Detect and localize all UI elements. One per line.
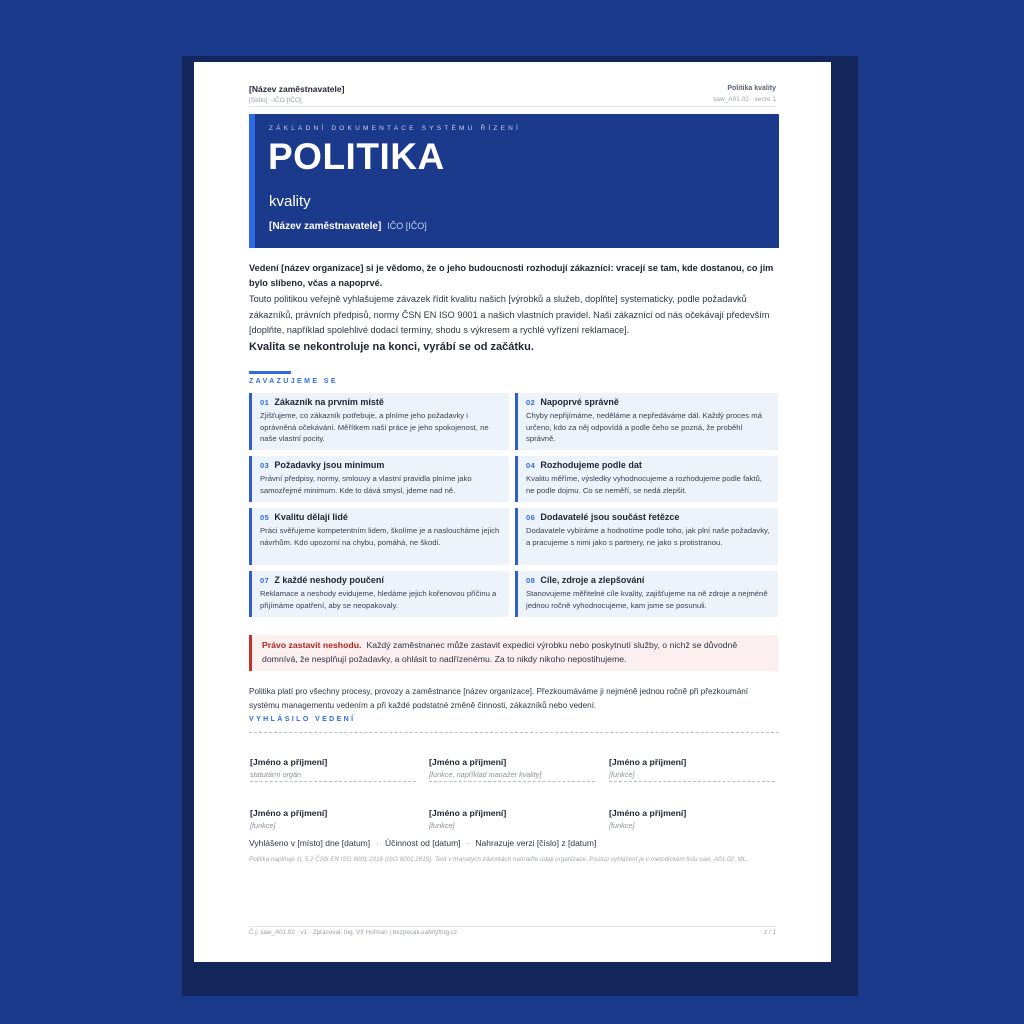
declaration-separator: · [466, 838, 470, 848]
signature-block-6 [609, 808, 775, 830]
commitment-title: Z každé neshody poučení [274, 575, 384, 585]
signature-block-1 [250, 757, 416, 782]
commitment-number: 07 [260, 576, 270, 585]
commitment-text: Kvalitu měříme, výsledky vyhodnocujeme a rozhodujeme podle faktů, ne podle dojmu. Co se neměří, se nedá zlepšit. [526, 474, 762, 495]
document-page [194, 62, 831, 962]
commitment-number: 06 [526, 513, 536, 522]
commitment-card-05 [249, 508, 509, 565]
commitment-title: Cíle, zdroje a zlepšování [540, 575, 645, 585]
commitment-number: 01 [260, 398, 270, 407]
intro-section [249, 261, 779, 353]
commitment-text: Právní předpisy, normy, smlouvy a vlastní pravidla plníme jako samozřejmé minimum. Kde to dává smysl, jdeme nad ně. [260, 474, 472, 495]
intro-lead: Vedení [název organizace] si je vědomo, že o jeho budoucnosti rozhodují zákazníci: vracejí se tam, kde dostanou, co jim bylo slíbeno, včas a napoprvé. [249, 263, 774, 288]
signer-name: [Jméno a příjmení] [250, 757, 328, 767]
commitment-card-03 [249, 456, 509, 502]
footer-reference: Č.j. saw_A01.02 · v1 · Zpracoval: Ing. Vít Hofman | bezpecak.safetyfrog.cz [249, 929, 458, 936]
signature-block-4 [250, 808, 416, 830]
signer-role: [funkce, například manažer kvality] [429, 770, 542, 779]
commitment-number: 02 [526, 398, 536, 407]
commitment-title: Kvalitu dělají lidé [274, 512, 348, 522]
header-org-name: [Název zaměstnavatele] [249, 84, 345, 94]
signer-name: [Jméno a příjmení] [609, 808, 687, 818]
commitment-text: Reklamace a neshody evidujeme, hledáme jejich kořenovou příčinu a přijímáme opatření, aby se neopakovaly. [260, 589, 497, 610]
signer-name: [Jméno a příjmení] [429, 757, 507, 767]
declaration-effective: Účinnost od [datum] [384, 838, 461, 848]
commitment-text: Stanovujeme měřitelné cíle kvality, zajišťujeme na ně zdroje a nejméně jednou ročně vyhodnocujeme, kam jsme se posunuli. [526, 589, 768, 610]
header-doc [713, 85, 776, 103]
scope-paragraph: Politika platí pro všechny procesy, provozy a zaměstnance [název organizace]. Přezkoumáváme ji nejméně jednou ročně při přezkoumání systému managementu vedením a při každé podstatné změně činnosti, zákazníků nebo vedení. [249, 687, 749, 710]
commitment-title: Zákazník na prvním místě [274, 397, 384, 407]
banner-title: POLITIKA [268, 136, 445, 177]
commitment-card-02 [515, 393, 778, 450]
commitment-card-01 [249, 393, 509, 450]
commitment-head [526, 575, 770, 585]
banner-ico: IČO [IČO] [387, 221, 427, 231]
commitment-head [260, 575, 501, 585]
signature-line [609, 781, 775, 782]
commitment-title: Požadavky jsou minimum [274, 460, 385, 470]
page-number: 1 / 1 [763, 929, 776, 936]
header-org-address: [Sídlo] · IČO [IČO] [249, 97, 302, 104]
commitment-head [260, 512, 501, 522]
declaration-line [249, 838, 596, 848]
signer-role: [funkce] [609, 770, 635, 779]
commitment-head [526, 397, 770, 407]
commitment-number: 08 [526, 576, 536, 585]
commitment-text: Dodavatele vybíráme a hodnotíme podle toho, jak plní naše požadavky, a pracujeme s nimi jako s partnery, ne jako s protistranou. [526, 526, 770, 547]
commitment-number: 05 [260, 513, 270, 522]
signer-role: statutární orgán [250, 770, 302, 779]
commitment-text: Práci svěřujeme kompetentním lidem, školíme je a nasloucháme jejich návrhům. Kdo upozorní na chybu, pomáhá, ne škodí. [260, 526, 500, 547]
commitment-head [260, 460, 501, 470]
commitment-number: 04 [526, 461, 536, 470]
intro-claim: Kvalita se nekontroluje na konci, vyrábí se od začátku. [249, 340, 534, 353]
header-divider [249, 106, 776, 107]
header-doc-title: Politika kvality [727, 85, 776, 92]
declaration-proclaimed: Vyhlášeno v [místo] dne [datum] [249, 838, 371, 848]
signature-block-5 [429, 808, 595, 830]
footer-divider [249, 926, 776, 927]
commitment-card-06 [515, 508, 778, 565]
signer-role: [funkce] [609, 821, 635, 830]
signature-line [429, 781, 595, 782]
warning-text: Každý zaměstnanec může zastavit expedici výrobku nebo poskytnutí služby, o nichž se důvodně domnívá, že nesplňují požadavky, a ohlásit to nadřízenému. Za to nikdy nikoho nepostihujeme. [262, 640, 738, 664]
banner-org-name: [Název zaměstnavatele] [269, 221, 382, 232]
signer-role: [funkce] [250, 821, 276, 830]
intro-body: Touto politikou veřejně vyhlašujeme závazek řídit kvalitu našich [výrobků a služeb, doplňte] systematicky, podle požadavků zákazníků, právních předpisů, normy ČSN EN ISO 9001 a našich vlastních pravidel. Naši zákazníci od nás očekávají především [doplňte, například spolehlivé dodací termíny, shodu s výkresem a rychlé vyřízení reklamace]. [249, 294, 770, 335]
commitment-text: Chyby nepřijímáme, neděláme a nepředáváme dál. Každý proces má určeno, kdo za něj odpovídá a podle čeho se pozná, že proběhl správně. [526, 411, 762, 444]
approval-heading: VYHLÁSILO VEDENÍ [249, 716, 356, 723]
banner-kicker: ZÁKLADNÍ DOKUMENTACE SYSTÉMU ŘÍZENÍ [269, 125, 522, 132]
declaration-separator: · [376, 838, 379, 848]
commitment-title: Rozhodujeme podle dat [540, 460, 642, 470]
header-doc-code: saw_A01.02 · verze 1 [713, 96, 776, 103]
declaration-replaces: Nahrazuje verzi [číslo] z [datum] [475, 838, 597, 848]
approval-divider [249, 732, 779, 733]
signer-name: [Jméno a příjmení] [429, 808, 507, 818]
stop-nonconformity-box [249, 635, 778, 671]
warning-title: Právo zastavit neshodu. [262, 640, 362, 650]
commitment-number: 03 [260, 461, 270, 470]
signer-name: [Jméno a příjmení] [609, 757, 687, 767]
signature-block-2 [429, 757, 595, 782]
signer-role: [funkce] [429, 821, 455, 830]
section-accent-bar [249, 371, 291, 374]
commitment-card-04 [515, 456, 778, 502]
commitment-card-07 [249, 571, 509, 617]
commitment-title: Napoprvé správně [540, 397, 619, 407]
banner-accent [249, 114, 255, 248]
commitment-head [526, 460, 770, 470]
commitment-head [526, 512, 770, 522]
commitment-head [260, 397, 501, 407]
header-org [249, 84, 344, 104]
commitment-card-08 [515, 571, 778, 617]
standard-note: Politika naplňuje čl. 5.2 ČSN EN ISO 9001:2016 (ISO 9001:2015). Text v hranatých závorkách nahraďte údaji organizace. Postup vyhlášení je v metodickém listu saw_A01.02_ML. [249, 856, 748, 863]
banner-subtitle: kvality [269, 193, 311, 210]
banner-org-line [269, 221, 427, 232]
signature-block-3 [609, 757, 775, 782]
commitments-heading: ZAVAZUJEME SE [249, 378, 338, 385]
commitment-title: Dodavatelé jsou součást řetězce [540, 512, 680, 522]
signer-name: [Jméno a příjmení] [250, 808, 328, 818]
commitment-text: Zjišťujeme, co zákazník potřebuje, a plníme jeho požadavky i oprávněná očekávání. Měřítkem naší práce je jeho spokojenost, ne naše vlastní pocity. [260, 411, 489, 444]
signature-line [250, 781, 416, 782]
title-banner [249, 114, 779, 248]
